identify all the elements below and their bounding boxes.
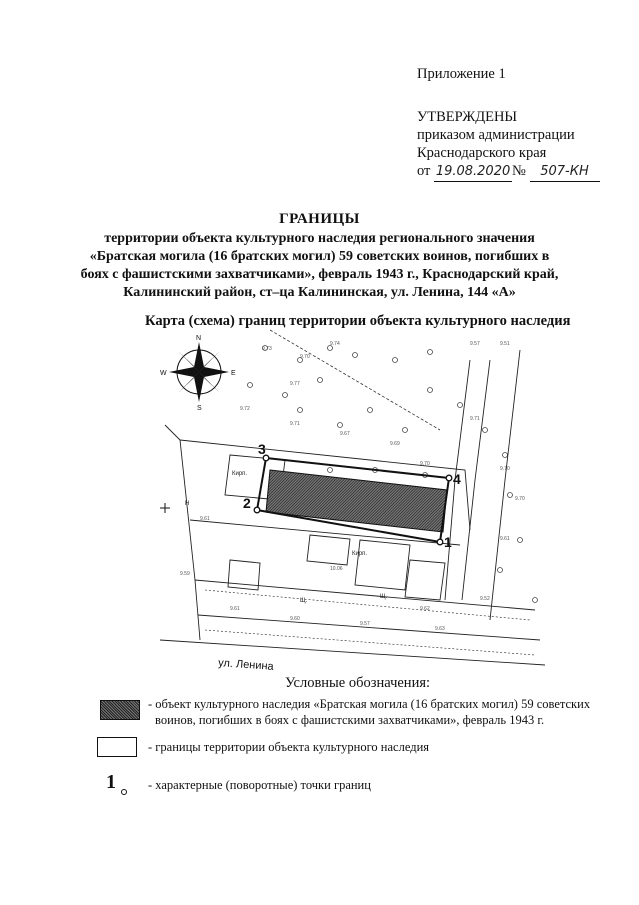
kirp-label-1: Кирп.	[232, 471, 248, 477]
svg-text:9.67: 9.67	[340, 431, 350, 437]
legend-swatch-object	[100, 700, 140, 720]
point-label-1: 1	[444, 534, 452, 550]
svg-text:9.51: 9.51	[500, 341, 510, 347]
approval-block	[417, 108, 600, 182]
legend-item-object-line1: - объект культурного наследия «Братская могила (16 братских могил) 59 советских	[148, 697, 591, 711]
map-title: Карта (схема) границ территории объекта культурного наследия	[145, 313, 571, 329]
svg-text:9.73: 9.73	[262, 346, 272, 352]
shch-label-1: Щ.	[300, 598, 308, 604]
svg-text:9.70: 9.70	[500, 466, 510, 472]
legend-item-object-line2: воинов, погибших в боях с фашистскими захватчиками», февраль 1943 г.	[155, 713, 545, 727]
svg-text:9.57: 9.57	[360, 621, 370, 627]
svg-text:9.74: 9.74	[330, 341, 340, 347]
svg-text:9.71: 9.71	[290, 421, 300, 427]
svg-text:10.06: 10.06	[330, 566, 343, 572]
order-line-2: Краснодарского края	[417, 145, 547, 161]
monument-area	[266, 470, 447, 532]
compass-rose	[160, 335, 236, 412]
order-date: 19.08.2020	[434, 163, 512, 182]
approved-label: УТВЕРЖДЕНЫ	[417, 109, 518, 125]
order-number: 507-КН	[530, 163, 600, 182]
legend-point-ring	[121, 789, 127, 795]
svg-text:9.57: 9.57	[470, 341, 480, 347]
appendix-label: Приложение 1	[417, 66, 506, 82]
svg-text:9.71: 9.71	[470, 416, 480, 422]
svg-text:9.72: 9.72	[240, 406, 250, 412]
svg-text:9.61: 9.61	[230, 606, 240, 612]
svg-text:9.70: 9.70	[420, 461, 430, 467]
legend-item-points: - характерные (поворотные) точки границ	[148, 778, 371, 792]
svg-text:9.63: 9.63	[435, 626, 445, 632]
order-no-label: №	[512, 163, 526, 179]
order-date-line	[417, 162, 600, 182]
document-title	[0, 210, 639, 302]
street-label: ул. Ленина	[217, 657, 275, 673]
legend-point-symbol: 1	[106, 771, 116, 793]
title-line-3: боях с фашистскими захватчиками», февраль 1943 г., Краснодарский край,	[80, 267, 559, 282]
compass-s: S	[197, 405, 202, 412]
compass-n: N	[196, 335, 202, 342]
svg-text:9.61: 9.61	[200, 516, 210, 522]
point-label-3: 3	[258, 441, 266, 457]
svg-text:9.52: 9.52	[480, 596, 490, 602]
title-heading: ГРАНИЦЫ	[279, 211, 360, 227]
title-line-1: территории объекта культурного наследия регионального значения	[104, 231, 535, 246]
legend-item-object	[148, 696, 590, 728]
legend-item-boundary: - границы территории объекта культурного наследия	[148, 740, 430, 754]
n-label: Н	[185, 501, 190, 507]
svg-text:9.59: 9.59	[180, 571, 190, 577]
kirp-label-2: Кирп.	[352, 551, 368, 557]
svg-text:9.69: 9.69	[390, 441, 400, 447]
cross-marker	[160, 503, 170, 513]
legend-title: Условные обозначения:	[285, 675, 431, 691]
order-from: от	[417, 163, 431, 179]
svg-text:9.70: 9.70	[300, 354, 310, 360]
svg-text:9.62: 9.62	[420, 606, 430, 612]
shch-label-2: Щ.	[380, 594, 388, 600]
svg-text:9.77: 9.77	[290, 381, 300, 387]
svg-text:9.70: 9.70	[515, 496, 525, 502]
svg-text:9.60: 9.60	[290, 616, 300, 622]
title-line-4: Калининский район, ст–ца Калининская, ул. Ленина, 144 «А»	[123, 285, 516, 300]
legend-swatch-boundary	[97, 737, 137, 757]
svg-text:9.61: 9.61	[500, 536, 510, 542]
boundary-map	[150, 328, 550, 673]
compass-w: W	[160, 370, 167, 377]
order-line-1: приказом администрации	[417, 127, 575, 143]
compass-e: E	[231, 370, 236, 377]
point-label-4: 4	[453, 471, 461, 487]
title-line-2: «Братская могила (16 братских могил) 59 советских воинов, погибших в	[89, 249, 550, 264]
point-label-2: 2	[243, 495, 251, 511]
